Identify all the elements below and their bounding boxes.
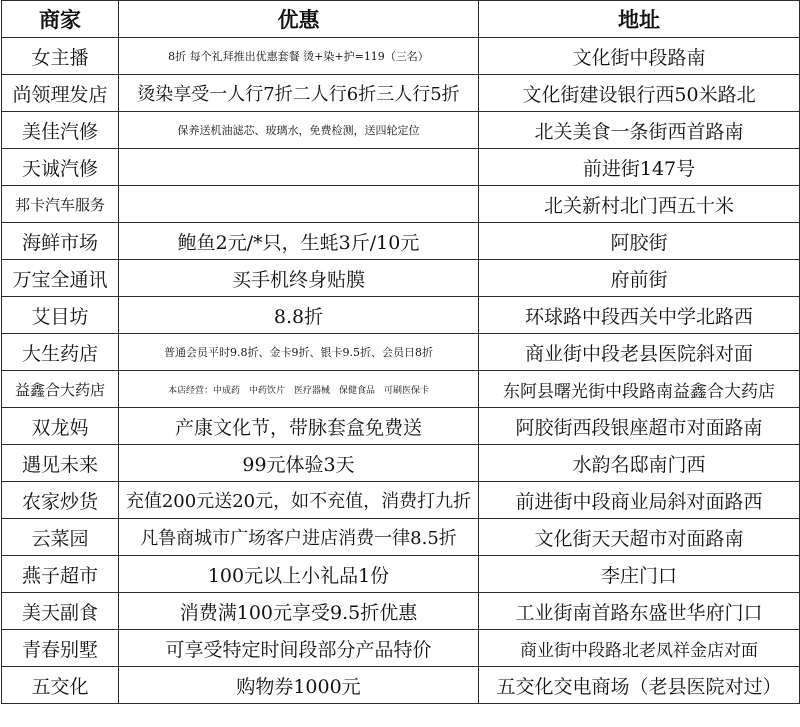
address-cell: 环球路中段西关中学北路西	[479, 297, 800, 334]
offer-cell: 买手机终身贴膜	[119, 260, 479, 297]
address-cell: 文化街天天超市对面路南	[479, 519, 800, 556]
table-row	[2, 593, 800, 630]
merchant-cell: 尚领理发店	[2, 75, 119, 112]
table-row	[2, 667, 800, 704]
address-cell: 商业街中段路北老凤祥金店对面	[479, 630, 800, 667]
merchant-cell: 艾目坊	[2, 297, 119, 334]
address-cell: 文化街中段路南	[479, 38, 800, 75]
merchant-cell: 海鲜市场	[2, 223, 119, 260]
address-cell: 水韵名邸南门西	[479, 445, 800, 482]
address-cell: 北关新村北门西五十米	[479, 186, 800, 223]
table-row	[2, 38, 800, 75]
merchant-cell: 女主播	[2, 38, 119, 75]
merchant-cell: 遇见未来	[2, 445, 119, 482]
table-row	[2, 334, 800, 371]
address-cell: 李庄门口	[479, 556, 800, 593]
table-row	[2, 75, 800, 112]
address-cell: 工业街南首路东盛世华府门口	[479, 593, 800, 630]
table-row	[2, 556, 800, 593]
address-cell: 五交化交电商场（老县医院对过）	[479, 667, 800, 704]
merchant-cell: 邦卡汽车服务	[2, 186, 119, 223]
header-offer: 优惠	[119, 1, 479, 38]
table-row	[2, 408, 800, 445]
merchant-cell: 万宝全通讯	[2, 260, 119, 297]
address-cell: 阿胶街	[479, 223, 800, 260]
address-cell: 北关美食一条街西首路南	[479, 112, 800, 149]
table-row	[2, 223, 800, 260]
merchant-cell: 大生药店	[2, 334, 119, 371]
header-row	[2, 1, 800, 38]
merchant-cell: 美天副食	[2, 593, 119, 630]
offer-cell: 8.8折	[119, 297, 479, 334]
offer-cell: 消费满100元享受9.5折优惠	[119, 593, 479, 630]
offer-cell	[119, 186, 479, 223]
merchant-cell: 益鑫合大药店	[2, 371, 119, 408]
offer-cell: 充值200元送20元，如不充值，消费打九折	[119, 482, 479, 519]
offer-cell: 本店经营：中成药 中药饮片 医疗器械 保健食品 可刷医保卡	[119, 371, 479, 408]
table-row	[2, 630, 800, 667]
table-row	[2, 260, 800, 297]
table-row	[2, 186, 800, 223]
address-cell: 前进街中段商业局斜对面路西	[479, 482, 800, 519]
table-row	[2, 297, 800, 334]
merchant-cell: 青春别墅	[2, 630, 119, 667]
address-cell: 前进街147号	[479, 149, 800, 186]
table-row	[2, 112, 800, 149]
offer-cell: 8折 每个礼拜推出优惠套餐 烫+染+护=119（三名）	[119, 38, 479, 75]
table-row	[2, 519, 800, 556]
address-cell: 东阿县曙光街中段路南益鑫合大药店	[479, 371, 800, 408]
offer-cell: 烫染享受一人行7折二人行6折三人行5折	[119, 75, 479, 112]
offer-cell: 产康文化节，带脉套盒免费送	[119, 408, 479, 445]
offer-cell	[119, 149, 479, 186]
offer-cell: 凡鲁商城市广场客户进店消费一律8.5折	[119, 519, 479, 556]
offer-cell: 99元体验3天	[119, 445, 479, 482]
offer-cell: 鲍鱼2元/*只，生蚝3斤/10元	[119, 223, 479, 260]
merchant-cell: 双龙妈	[2, 408, 119, 445]
merchant-cell: 五交化	[2, 667, 119, 704]
table-row	[2, 482, 800, 519]
table-row	[2, 149, 800, 186]
offer-cell: 100元以上小礼品1份	[119, 556, 479, 593]
header-address: 地址	[479, 1, 800, 38]
merchant-cell: 农家炒货	[2, 482, 119, 519]
merchant-cell: 天诚汽修	[2, 149, 119, 186]
merchant-cell: 美佳汽修	[2, 112, 119, 149]
address-cell: 阿胶街西段银座超市对面路南	[479, 408, 800, 445]
table-row	[2, 371, 800, 408]
address-cell: 商业街中段老县医院斜对面	[479, 334, 800, 371]
merchant-cell: 云菜园	[2, 519, 119, 556]
table-row	[2, 445, 800, 482]
address-cell: 文化街建设银行西50米路北	[479, 75, 800, 112]
merchant-cell: 燕子超市	[2, 556, 119, 593]
header-merchant: 商家	[2, 1, 119, 38]
offer-cell: 购物券1000元	[119, 667, 479, 704]
offer-cell: 可享受特定时间段部分产品特价	[119, 630, 479, 667]
offer-cell: 保养送机油滤芯、玻璃水，免费检测，送四轮定位	[119, 112, 479, 149]
merchant-discount-table	[1, 0, 800, 704]
offer-cell: 普通会员平时9.8折、金卡9折、银卡9.5折、会员日8折	[119, 334, 479, 371]
address-cell: 府前街	[479, 260, 800, 297]
